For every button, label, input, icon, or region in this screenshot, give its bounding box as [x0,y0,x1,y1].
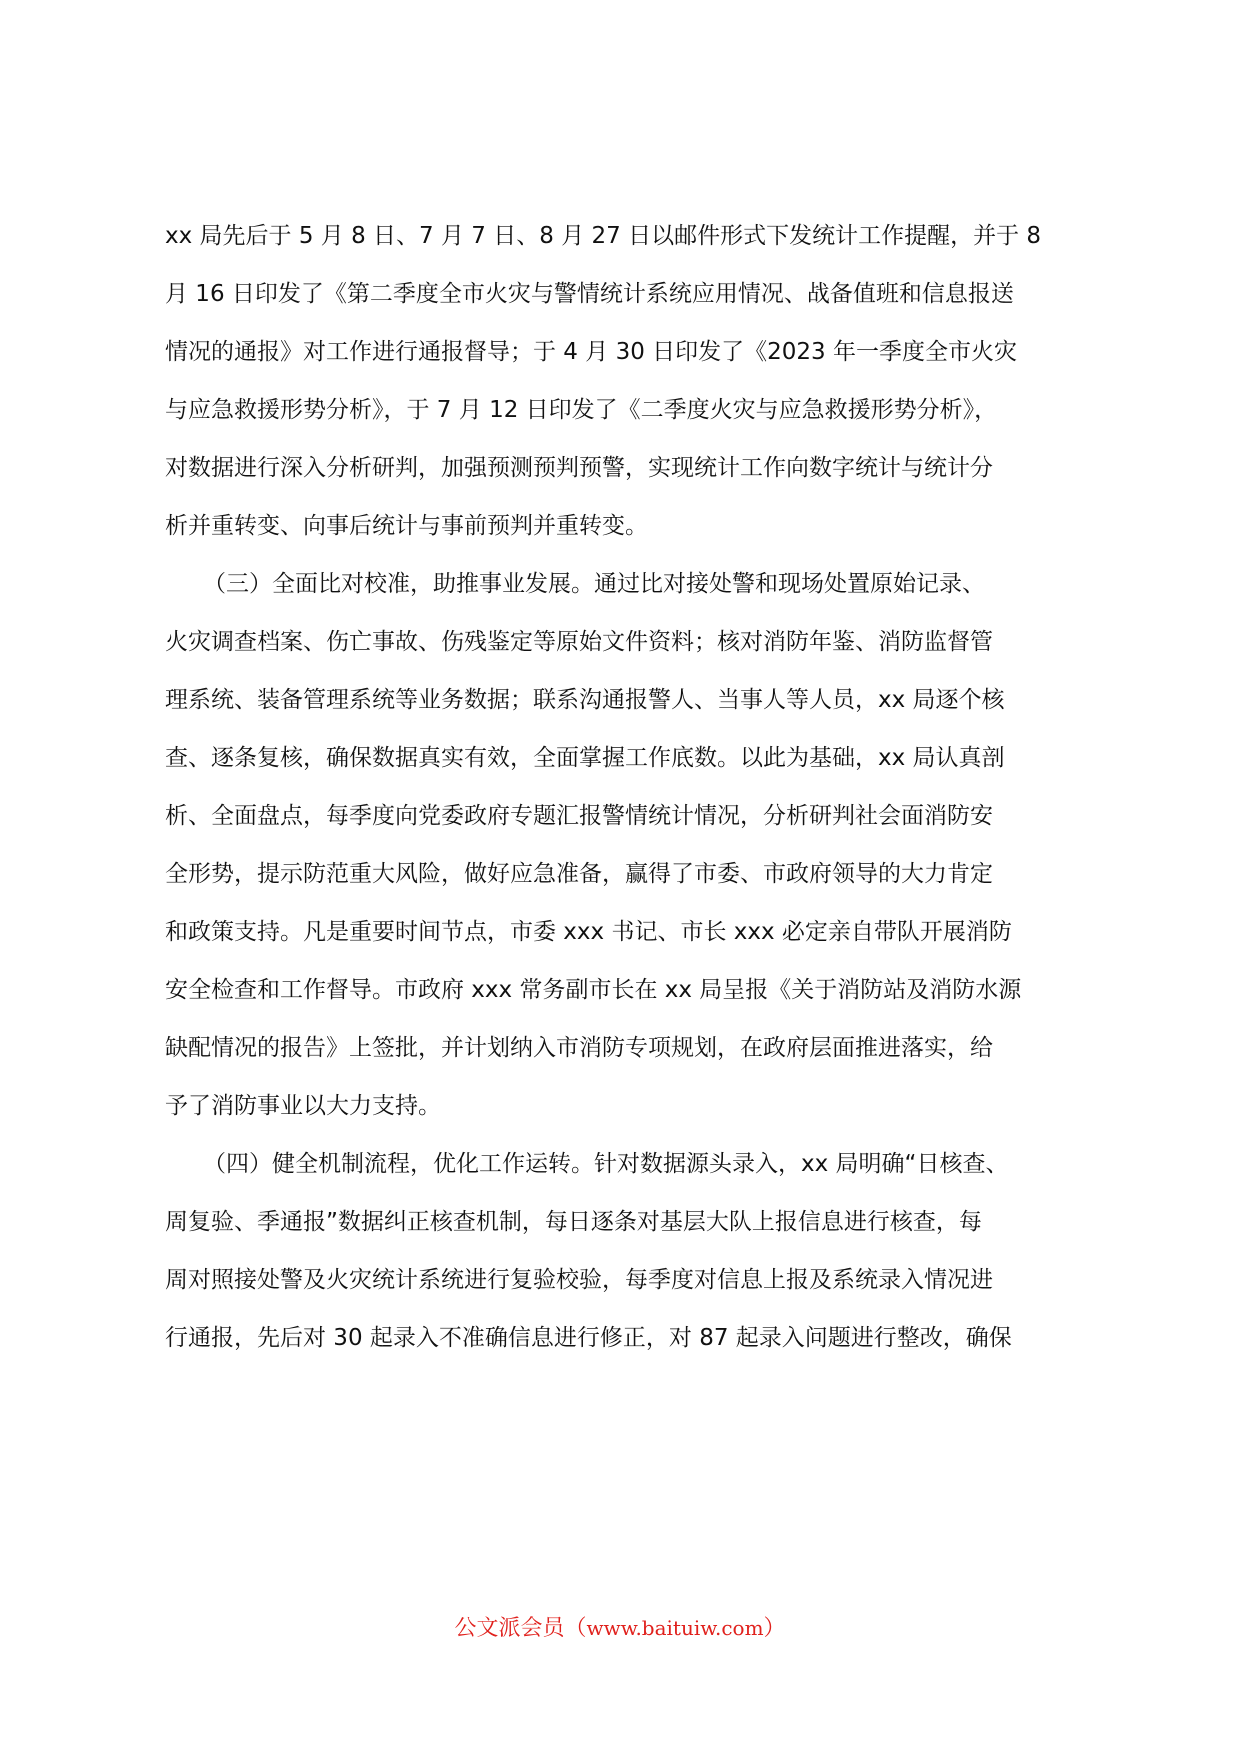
text-line: 火灾调查档案、伤亡事故、伤残鉴定等原始文件资料；核对消防年鉴、消防监督管 [165,629,993,655]
text-line: 查、逐条复核，确保数据真实有效，全面掌握工作底数。以此为基础，xx 局认真剖 [165,745,1005,771]
text-line: 与应急救援形势分析》，于 7 月 12 日印发了《二季度火灾与应急救援形势分析》， [165,397,998,423]
text-line: 析、全面盘点，每季度向党委政府专题汇报警情统计情况，分析研判社会面消防安 [165,803,993,829]
text-line: （三）全面比对校准，助推事业发展。通过比对接处警和现场处置原始记录、 [203,571,985,597]
text-line: 理系统、装备管理系统等业务数据；联系沟通报警人、当事人等人员，xx 局逐个核 [165,687,1005,713]
footer-url: www.baituiw.com [586,1616,764,1640]
text-line: 情况的通报》对工作进行通报督导；于 4 月 30 日印发了《2023 年一季度全市火灾 [165,339,1017,365]
text-line: 对数据进行深入分析研判，加强预测预判预警，实现统计工作向数字统计与统计分 [165,455,993,481]
text-line: （四）健全机制流程，优化工作运转。针对数据源头录入，xx 局明确“日核查、 [203,1151,1009,1177]
text-line: 行通报，先后对 30 起录入不准确信息进行修正，对 87 起录入问题进行整改，确保 [165,1325,1012,1351]
text-line: 周复验、季通报”数据纠正核查机制，每日逐条对基层大队上报信息进行核查，每 [165,1209,982,1235]
text-line: 和政策支持。凡是重要时间节点，市委 xxx 书记、市长 xxx 必定亲自带队开展消防 [165,919,1012,945]
text-line: 缺配情况的报告》上签批，并计划纳入市消防专项规划，在政府层面推进落实，给 [165,1035,993,1061]
footer-close: ） [763,1616,786,1641]
text-line: 安全检查和工作督导。市政府 xxx 常务副市长在 xx 局呈报《关于消防站及消防水源 [165,977,1022,1003]
text-line: xx 局先后于 5 月 8 日、7 月 7 日、8 月 27 日以邮件形式下发统计工作提醒，并于 8 [165,223,1042,249]
text-line: 予了消防事业以大力支持。 [165,1093,441,1119]
text-line: 全形势，提示防范重大风险，做好应急准备，赢得了市委、市政府领导的大力肯定 [165,861,993,887]
text-line: 月 16 日印发了《第二季度全市火灾与警情统计系统应用情况、战备值班和信息报送 [165,281,1014,307]
text-line: 周对照接处警及火灾统计系统进行复验校验，每季度对信息上报及系统录入情况进 [165,1267,993,1293]
footer-label: 公文派会员（ [454,1616,587,1641]
text-line: 析并重转变、向事后统计与事前预判并重转变。 [165,513,648,539]
footer-watermark [0,1612,1240,1645]
